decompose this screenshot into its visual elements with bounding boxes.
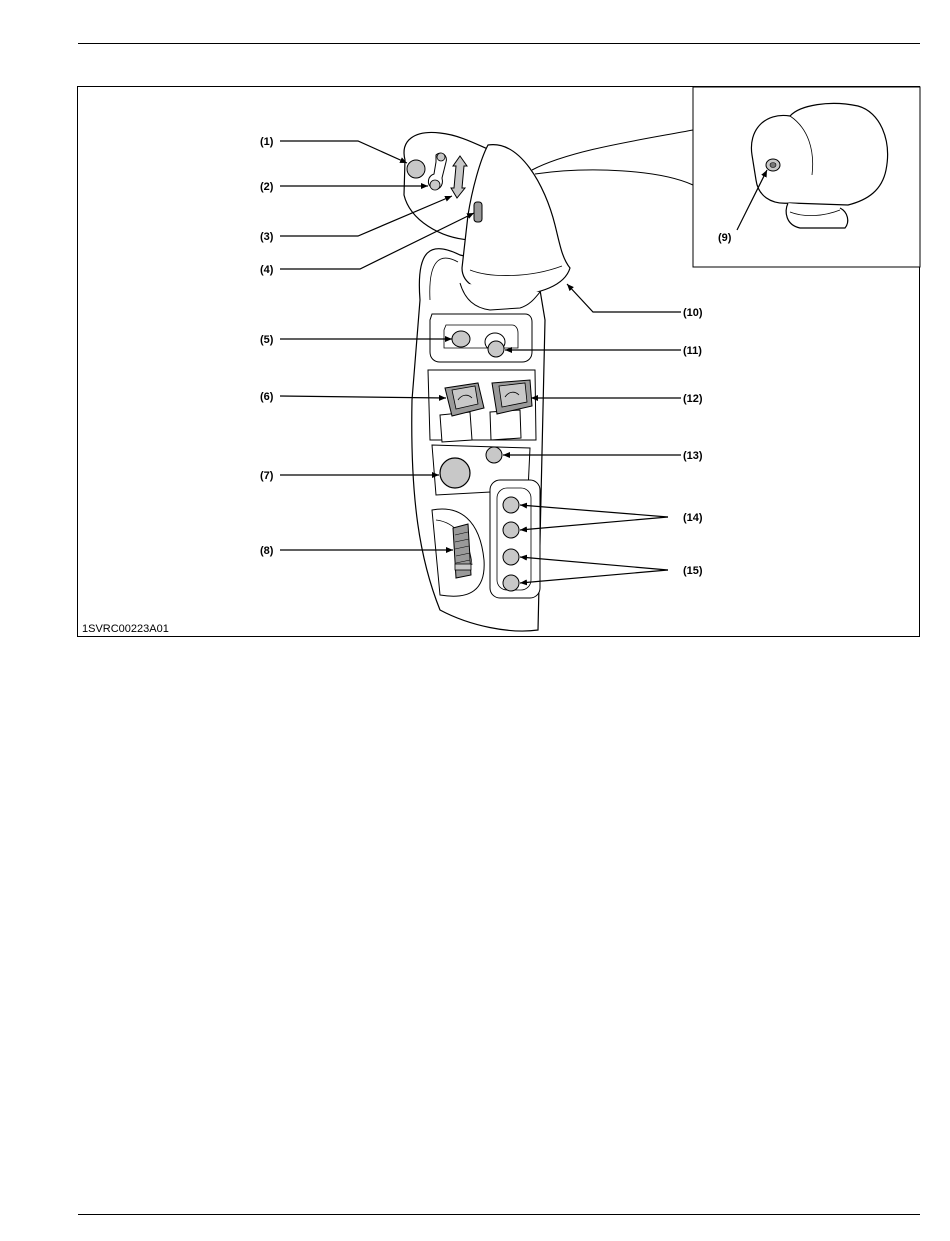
button-13-icon — [486, 447, 502, 463]
callout-12: (12) — [683, 393, 703, 405]
figure-id: 1SVRC00223A01 — [82, 623, 169, 635]
callout-13: (13) — [683, 450, 703, 462]
dial-7-icon — [440, 458, 470, 488]
callout-7: (7) — [260, 470, 274, 482]
button-1-icon — [407, 160, 425, 178]
knob-11-icon — [488, 341, 504, 357]
callout-11: (11) — [683, 345, 702, 357]
callout-10: (10) — [683, 307, 703, 319]
callout-2: (2) — [260, 181, 274, 193]
callout-4: (4) — [260, 264, 274, 276]
thumbwheel-8-icon — [453, 524, 471, 578]
callout-1: (1) — [260, 136, 274, 148]
callout-8: (8) — [260, 545, 274, 557]
switch-4-icon — [474, 202, 482, 222]
button-14b-icon — [503, 522, 519, 538]
callout-5: (5) — [260, 334, 274, 346]
button-14a-icon — [503, 497, 519, 513]
button-15a-icon — [503, 549, 519, 565]
callout-9: (9) — [718, 232, 732, 244]
callout-14: (14) — [683, 512, 703, 524]
callout-3: (3) — [260, 231, 274, 243]
callout-6: (6) — [260, 391, 274, 403]
button-5-icon — [452, 331, 470, 347]
button-15b-icon — [503, 575, 519, 591]
callout-15: (15) — [683, 565, 703, 577]
